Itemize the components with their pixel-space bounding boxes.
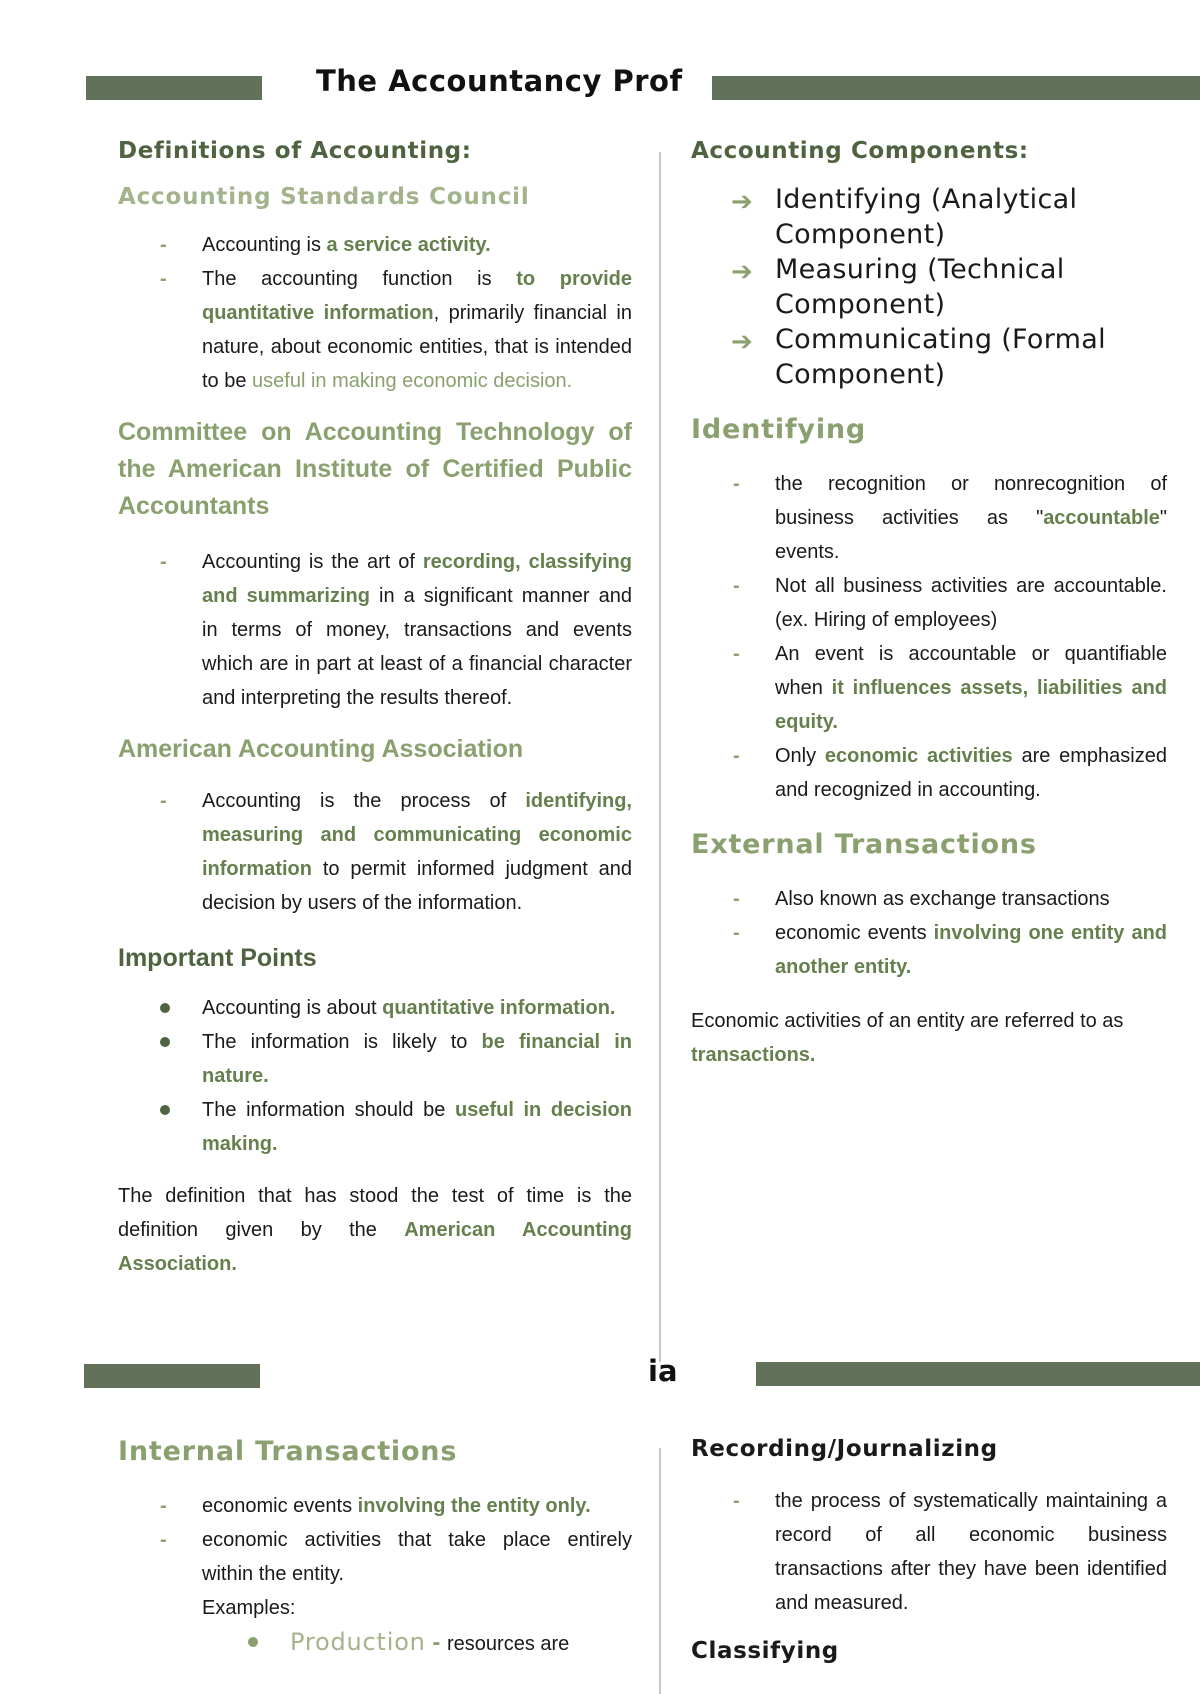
list-item <box>733 1484 1167 1620</box>
important-points-list <box>202 991 632 1161</box>
highlight-text: recording, classifying and summarizing <box>202 551 632 607</box>
important-points-heading: Important Points <box>118 944 317 972</box>
body-text: Accounting is the process of <box>202 790 526 812</box>
highlight-text: involving the entity only. <box>357 1495 591 1517</box>
aaa-list <box>160 784 632 920</box>
transactions-note <box>691 1004 1151 1072</box>
arrow-right-icon: ➔ <box>731 326 753 356</box>
highlight-text: accountable <box>1043 507 1160 529</box>
bullet-icon <box>160 1105 170 1115</box>
page-title: The Accountancy Prof <box>316 64 683 98</box>
highlight-text: identifying, measuring and communicating economic information <box>202 790 632 880</box>
dash-marker: - <box>733 888 740 910</box>
left-column-lower <box>118 1436 632 1661</box>
body-text: , primarily financial in nature, about economic entities, that is intended to be <box>202 302 632 392</box>
highlight-text: involving one entity and another entity. <box>775 922 1168 978</box>
dash-marker: - <box>160 234 167 256</box>
dash-marker: - <box>733 575 740 597</box>
highlight-light-text: useful in making economic decision. <box>252 370 573 392</box>
dash-marker: - <box>733 922 740 944</box>
body-text: Accounting is about <box>202 997 383 1019</box>
body-text: to permit informed judgment and decision by users of the information. <box>202 858 632 914</box>
highlight-text: it influences assets, liabilities and equity. <box>775 677 1167 733</box>
list-item <box>160 1523 632 1591</box>
header-accent-bar-right <box>712 76 1200 100</box>
right-column <box>691 138 1167 1072</box>
dash-marker: - <box>733 1490 740 1512</box>
list-item <box>160 784 632 920</box>
examples-label: Examples: <box>202 1597 296 1619</box>
asc-list <box>160 228 633 398</box>
internal-list <box>160 1489 632 1591</box>
list-item <box>733 569 1167 637</box>
highlight-text: to provide quantitative information <box>202 268 633 324</box>
internal-transactions-heading: Internal Transactions <box>118 1436 458 1467</box>
list-item <box>160 1489 632 1523</box>
body-text: the recognition or nonrecognition of business activities as " <box>775 473 1167 529</box>
header-accent-bar-left <box>86 76 262 100</box>
production-dash: - <box>425 1629 448 1656</box>
dash-marker: - <box>733 745 740 767</box>
components-heading: Accounting Components: <box>691 138 1029 164</box>
conclusion-paragraph <box>118 1179 632 1281</box>
body-text: The accounting function is <box>202 268 517 290</box>
definitions-heading: Definitions of Accounting: <box>118 138 472 164</box>
highlight-text: useful in decision making. <box>202 1099 632 1155</box>
production-label: Production <box>290 1628 426 1656</box>
header-title-clip <box>316 64 712 108</box>
body-text: Economic activities of an entity are referred to as <box>691 1010 1124 1032</box>
body-text: Accounting is the art of <box>202 551 423 573</box>
arrow-right-icon: ➔ <box>731 256 753 286</box>
recording-list <box>733 1484 1167 1620</box>
production-bullet <box>248 1637 258 1647</box>
dash-marker: - <box>160 551 167 573</box>
body-text: the process of systematically maintaining a record of all economic business transactions after they have been identified and measured. <box>775 1490 1167 1614</box>
arrow-right-icon: ➔ <box>731 186 753 216</box>
external-transactions-heading: External Transactions <box>691 829 1037 860</box>
dash-marker: - <box>160 268 167 290</box>
list-item <box>160 228 632 262</box>
recording-heading: Recording/Journalizing <box>691 1436 998 1462</box>
body-text: Not all business activities are accountable. (ex. Hiring of employees) <box>775 575 1167 631</box>
column-divider-top <box>659 152 661 1362</box>
column-divider-bottom <box>659 1448 661 1694</box>
production-text: resources are <box>447 1633 570 1655</box>
highlight-text: transactions. <box>691 1044 816 1066</box>
list-item <box>733 467 1167 569</box>
production-item <box>290 1625 632 1661</box>
highlight-text: be financial in nature. <box>202 1031 632 1087</box>
dash-marker: - <box>160 790 167 812</box>
component-item-identifying <box>731 182 1167 252</box>
highlight-text: a service activity. <box>326 234 491 256</box>
left-column <box>118 138 632 1281</box>
body-text: An event is accountable or quantifiable when <box>775 643 1167 699</box>
bullet-icon <box>160 1003 170 1013</box>
highlight-text: economic activities <box>824 745 1013 767</box>
component-item-measuring <box>731 252 1167 322</box>
body-text: are emphasized and recognized in accounting. <box>775 745 1167 801</box>
second-header-bar-left <box>84 1364 260 1388</box>
list-item <box>160 545 632 715</box>
highlight-text: American Accounting Association. <box>118 1219 632 1275</box>
body-text: Accounting is <box>202 234 327 256</box>
identifying-list <box>733 467 1167 807</box>
components-list <box>731 182 1167 392</box>
component-label: Communicating (Formal Component) <box>775 324 1106 390</box>
component-label: Measuring (Technical Component) <box>775 254 1065 320</box>
body-text: The information should be <box>202 1099 455 1121</box>
body-text: economic events <box>202 1495 358 1517</box>
body-text: Also known as exchange transactions <box>775 888 1110 910</box>
asc-heading: Accounting Standards Council <box>118 184 530 210</box>
list-item <box>733 882 1167 916</box>
catt-heading: Committee on Accounting Technology of the American Institute of Certified Public Accountants <box>118 418 632 520</box>
aaa-heading: American Accounting Association <box>118 735 524 763</box>
body-text: economic activities that take place entirely within the entity. <box>202 1529 632 1585</box>
list-item <box>733 739 1167 807</box>
bullet-icon <box>160 1037 170 1047</box>
list-item <box>733 916 1168 984</box>
body-text: Only <box>775 745 825 767</box>
highlight-text: quantitative information. <box>382 997 616 1019</box>
dash-marker: - <box>160 1529 167 1551</box>
body-text: The information is likely to <box>202 1031 482 1053</box>
dash-marker: - <box>733 643 740 665</box>
catt-list <box>160 545 632 715</box>
body-text: economic events <box>775 922 934 944</box>
list-item <box>202 991 632 1025</box>
body-text: in a significant manner and in terms of money, transactions and events which are in part at least of a financial character and interpreting the results thereof. <box>202 585 632 709</box>
list-item <box>160 262 633 398</box>
dash-marker: - <box>160 1495 167 1517</box>
body-text: " events. <box>775 507 1167 563</box>
classifying-heading: Classifying <box>691 1638 839 1664</box>
component-label: Identifying (Analytical Component) <box>775 184 1078 250</box>
list-item <box>202 1025 632 1093</box>
body-text: The definition that has stood the test of time is the definition given by the <box>118 1185 632 1241</box>
second-header-fragment: ia <box>648 1354 678 1388</box>
list-item <box>733 637 1167 739</box>
identifying-heading: Identifying <box>691 414 867 445</box>
component-item-communicating <box>731 322 1167 392</box>
right-column-lower <box>691 1436 1167 1664</box>
list-item <box>202 1093 632 1161</box>
dash-marker: - <box>733 473 740 495</box>
second-header-bar-right <box>756 1362 1200 1386</box>
external-list <box>733 882 1168 984</box>
